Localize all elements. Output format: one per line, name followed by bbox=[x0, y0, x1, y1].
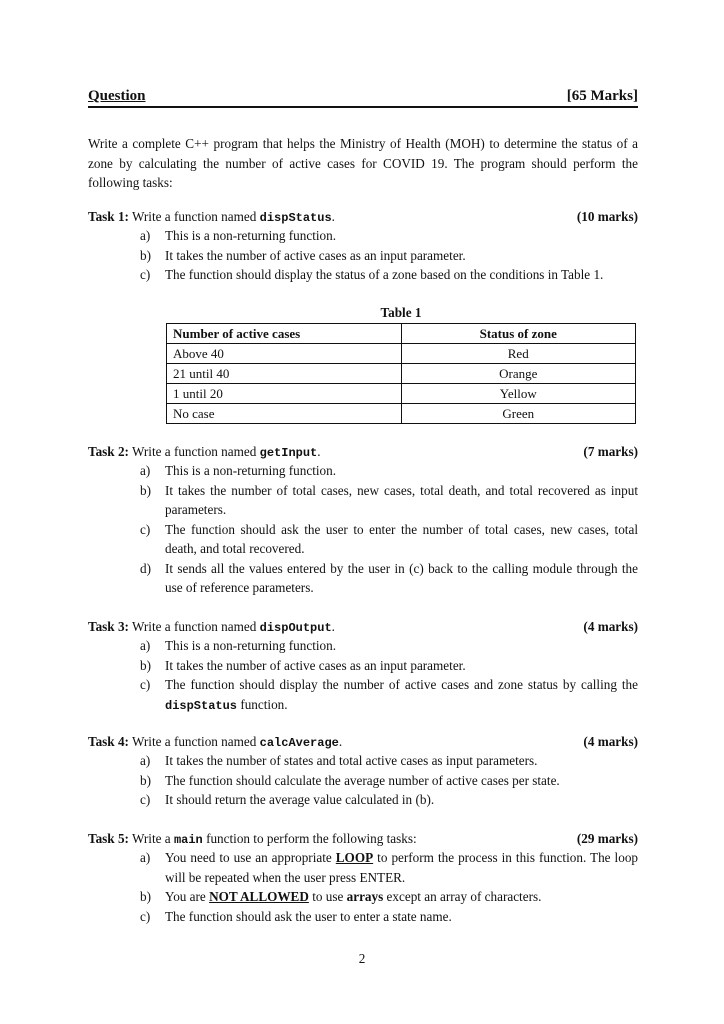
function-name: dispStatus bbox=[259, 211, 332, 225]
task-text-pre: Write a bbox=[132, 831, 174, 846]
list-item: a) It takes the number of states and total active cases as input parameters. bbox=[140, 753, 538, 768]
emphasis-arrays: arrays bbox=[346, 889, 384, 904]
column-header: Status of zone bbox=[401, 324, 636, 344]
intro-paragraph: Write a complete C++ program that helps the Ministry of Health (MOH) to determine the status of a zone by calculating the number of active cases for COVID 19. The program should perform the following tasks: bbox=[88, 136, 638, 190]
list-item: a) This is a non-returning function. bbox=[140, 463, 337, 478]
table-cell: Above 40 bbox=[167, 344, 402, 364]
question-title: Question bbox=[88, 88, 146, 104]
table-caption: Table 1 bbox=[380, 305, 422, 320]
task-5 bbox=[88, 829, 638, 926]
task-text-post: . bbox=[331, 619, 335, 634]
emphasis-loop: LOOP bbox=[335, 850, 374, 865]
table-cell: No case bbox=[167, 404, 402, 424]
task-text-post: . bbox=[331, 209, 335, 224]
function-name: dispOutput bbox=[259, 621, 332, 635]
list-item: c) The function should display the status of a zone based on the conditions in Table 1. bbox=[140, 267, 604, 282]
task-marks: (10 marks) bbox=[576, 209, 638, 224]
task-text-pre: Write a function named bbox=[132, 209, 260, 224]
task-marks: (29 marks) bbox=[576, 831, 638, 846]
question-marks: [65 Marks] bbox=[566, 88, 638, 104]
table-row bbox=[167, 364, 636, 384]
task-label: Task 2: bbox=[88, 444, 129, 459]
list-item: c) The function should display the number of active cases and zone status by calling the dispStatus function. bbox=[140, 677, 638, 713]
table-row bbox=[167, 384, 636, 404]
list-item: c) It should return the average value calculated in (b). bbox=[140, 792, 435, 807]
task-text-pre: Write a function named bbox=[132, 444, 260, 459]
table-cell: 1 until 20 bbox=[167, 384, 402, 404]
function-name: dispStatus bbox=[165, 698, 238, 713]
table-cell: Red bbox=[401, 344, 636, 364]
task-text-pre: Write a function named bbox=[132, 619, 260, 634]
task-2 bbox=[88, 442, 638, 598]
list-item: a) This is a non-returning function. bbox=[140, 638, 337, 653]
list-item: a) This is a non-returning function. bbox=[140, 228, 337, 243]
function-name: calcAverage bbox=[259, 736, 339, 750]
task-text-post: function to perform the following tasks: bbox=[202, 831, 417, 846]
list-item: b) It takes the number of active cases as an input parameter. bbox=[140, 657, 466, 673]
list-item: c) The function should ask the user to enter a state name. bbox=[140, 908, 452, 924]
question-header bbox=[88, 86, 638, 108]
table-header-row bbox=[167, 324, 636, 344]
list-item: c) The function should ask the user to enter the number of total cases, new cases, total death, and total recovered. bbox=[140, 521, 638, 556]
page-number: 2 bbox=[358, 951, 366, 966]
task-marks: (7 marks) bbox=[583, 444, 638, 459]
emphasis-not-allowed: NOT ALLOWED bbox=[209, 889, 309, 904]
list-item: a) You need to use an appropriate LOOP to perform the process in this function. The loop will be repeated when the user press ENTER. bbox=[140, 850, 639, 885]
task-label: Task 4: bbox=[88, 734, 129, 749]
column-header: Number of active cases bbox=[167, 324, 402, 344]
list-item: b) The function should calculate the average number of active cases per state. bbox=[140, 772, 560, 788]
function-name: getInput bbox=[259, 446, 318, 460]
table-row bbox=[167, 344, 636, 364]
table-cell: Orange bbox=[401, 364, 636, 384]
task-1 bbox=[88, 207, 638, 285]
list-item: b) You are NOT ALLOWED to use arrays except an array of characters. bbox=[140, 889, 542, 904]
task-label: Task 3: bbox=[88, 619, 129, 634]
list-item: b) It takes the number of active cases as an input parameter. bbox=[140, 247, 466, 263]
task-text-pre: Write a function named bbox=[132, 734, 260, 749]
table-row bbox=[167, 404, 636, 424]
task-text-post: . bbox=[317, 444, 321, 459]
list-item: b) It takes the number of total cases, new cases, total death, and total recovered as input parameters. bbox=[140, 482, 638, 517]
task-4 bbox=[88, 732, 638, 810]
task-text-post: . bbox=[338, 734, 343, 749]
table-cell: Green bbox=[401, 404, 636, 424]
task-3 bbox=[88, 617, 638, 716]
task-marks: (4 marks) bbox=[583, 734, 638, 749]
list-item: d) It sends all the values entered by the user in (c) back to the calling module through the use of reference parameters. bbox=[140, 560, 638, 595]
zone-status-table bbox=[166, 323, 636, 424]
table-cell: 21 until 40 bbox=[167, 364, 402, 384]
table-cell: Yellow bbox=[401, 384, 636, 404]
function-name: main bbox=[173, 833, 203, 847]
task-marks: (4 marks) bbox=[583, 619, 638, 634]
task-label: Task 1: bbox=[88, 209, 129, 224]
task-label: Task 5: bbox=[88, 831, 129, 846]
